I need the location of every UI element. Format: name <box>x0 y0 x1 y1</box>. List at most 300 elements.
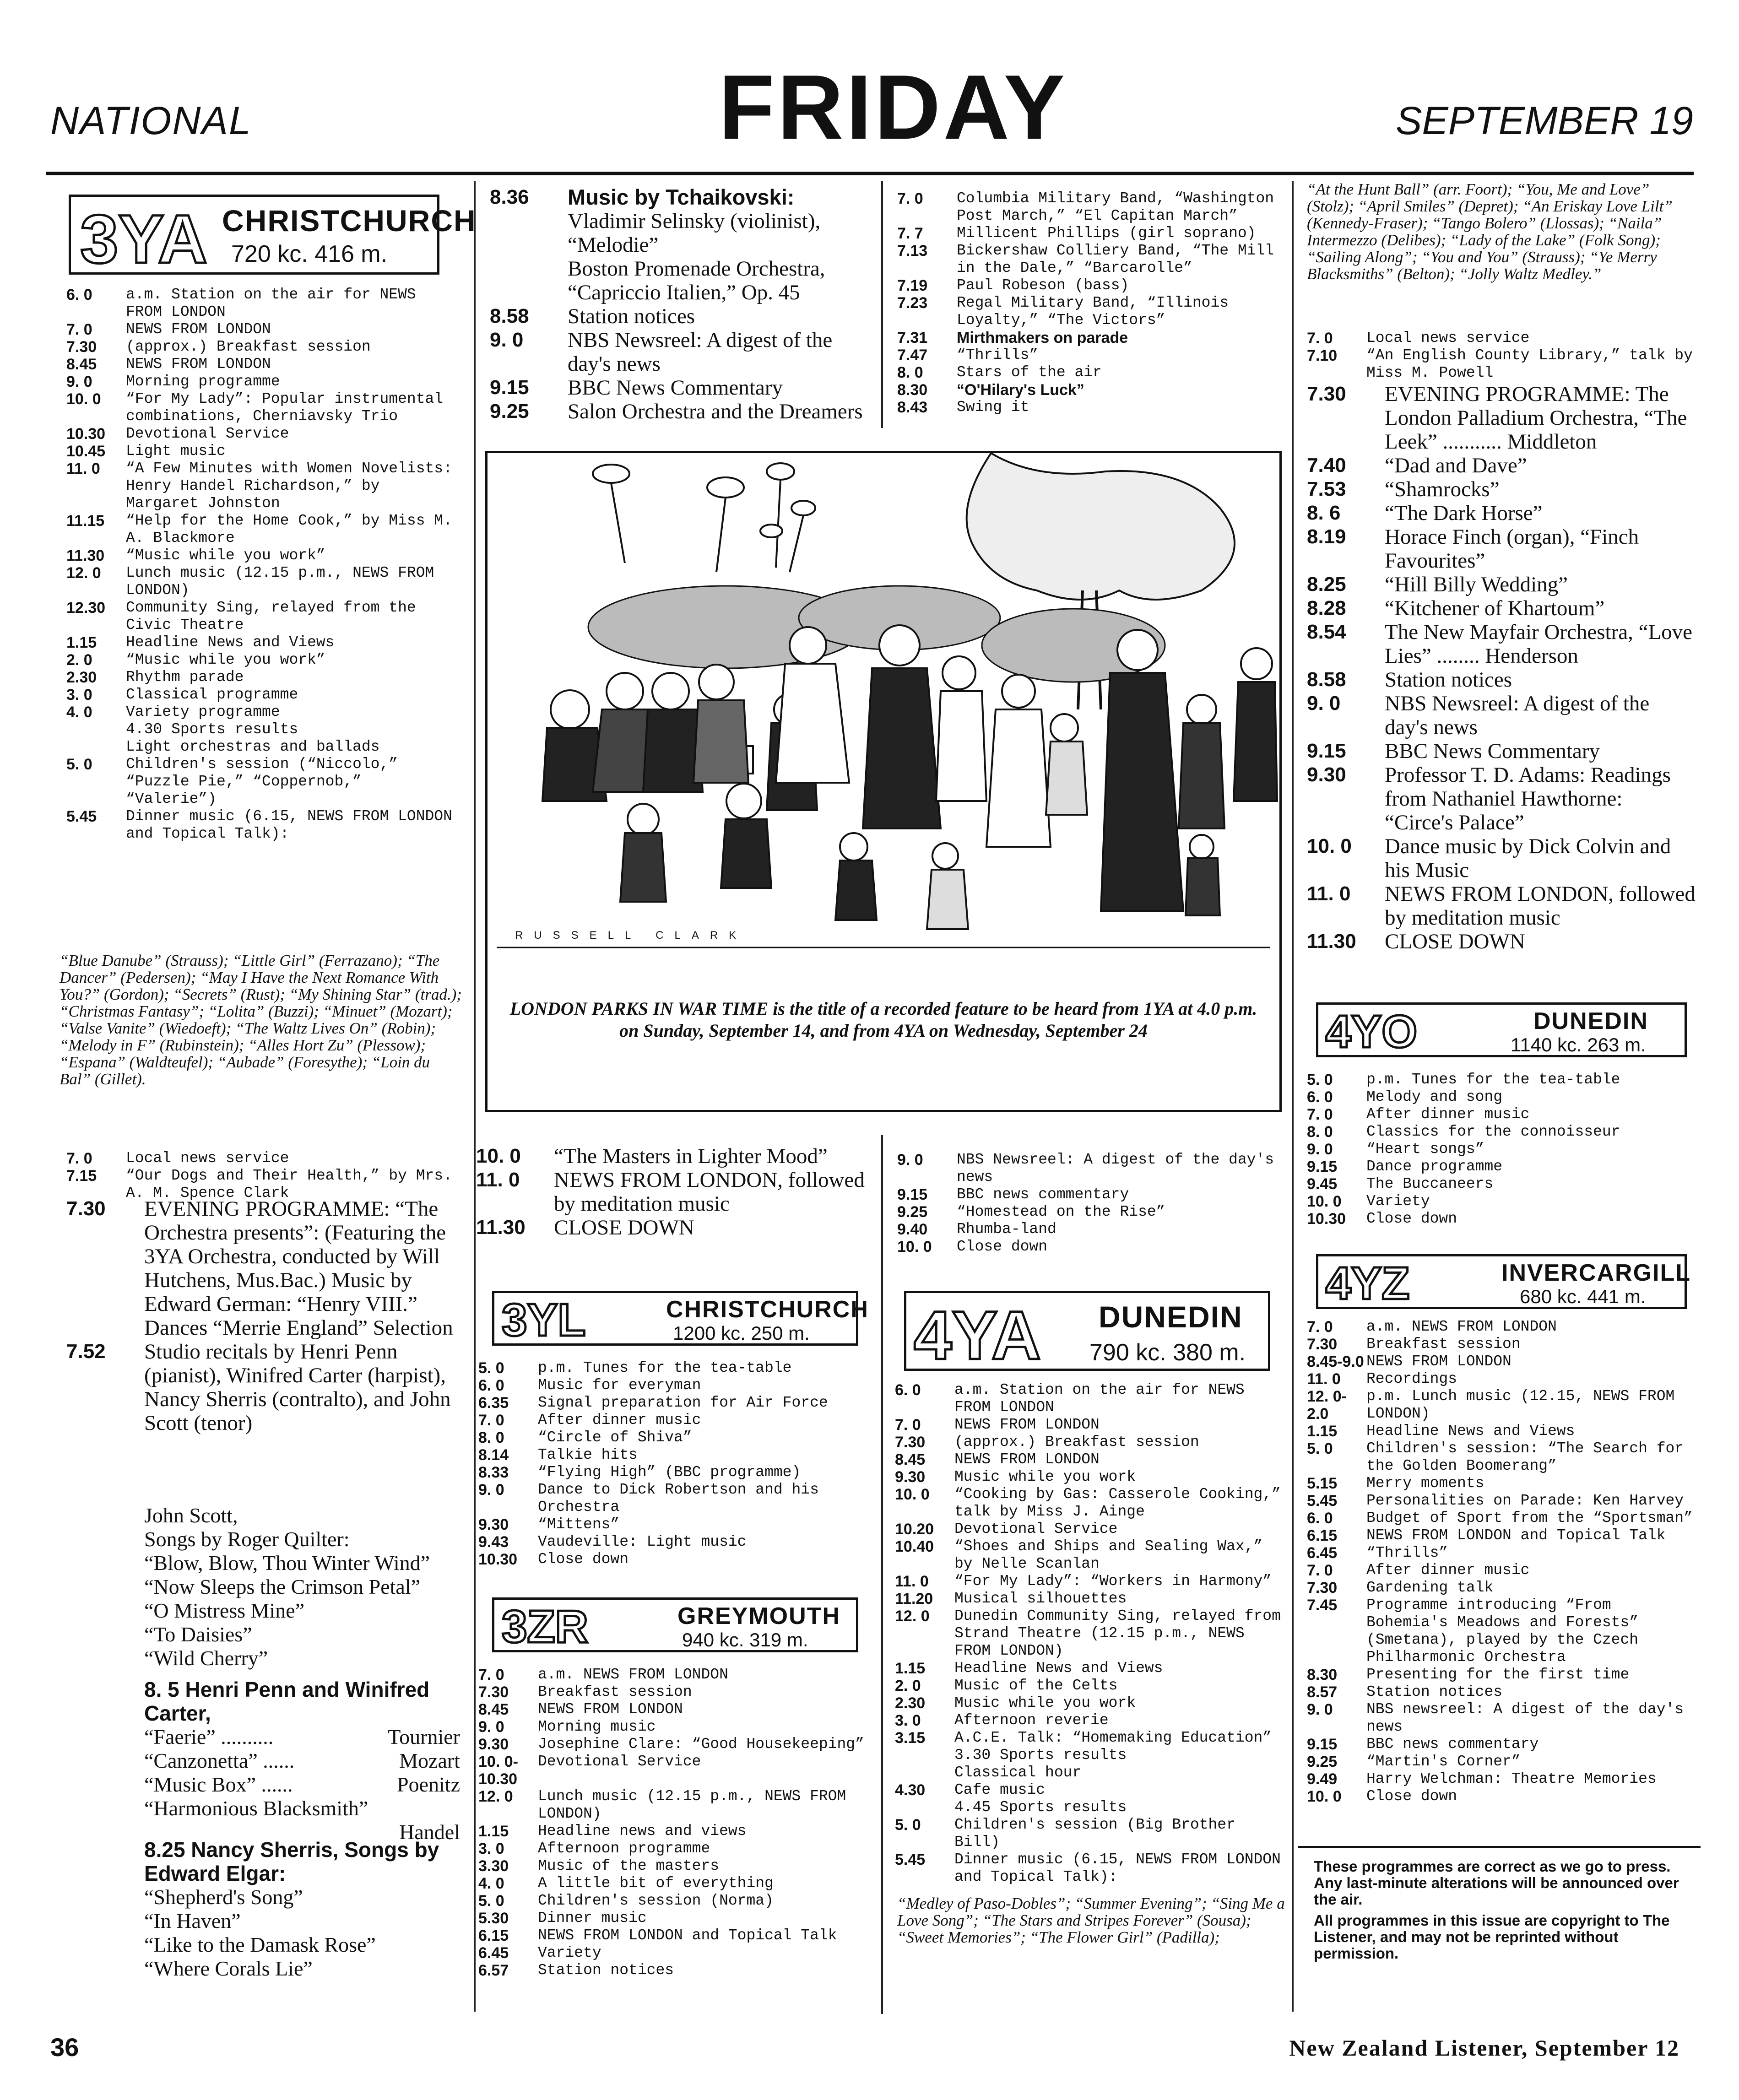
entry-description: Vaudeville: Light music <box>538 1533 747 1550</box>
entry-description: Local news service <box>1366 330 1530 346</box>
entry-time: 10.40 <box>895 1538 934 1555</box>
entry-description: Station notices <box>568 304 695 328</box>
entry-time: 7. 0 <box>1307 1562 1333 1579</box>
schedule-entry <box>1307 1683 1696 1701</box>
entry-description: “Mittens” <box>538 1516 620 1533</box>
schedule-entry <box>1307 573 1696 596</box>
schedule-entry <box>478 1875 874 1892</box>
station-frequency: 940 kc. 319 m. <box>682 1629 808 1651</box>
schedule-entry <box>478 1718 874 1736</box>
entry-time: 6.45 <box>1307 1544 1338 1562</box>
schedule-entry <box>66 321 460 338</box>
entry-time: 7. 0 <box>895 1416 921 1434</box>
schedule-entry <box>895 1712 1286 1729</box>
dinner-music-continued <box>1307 181 1696 282</box>
entry-description: Regal Military Band, “Illinois Loyalty,” “The Victors” <box>957 294 1229 329</box>
entry-description: Devotional Service <box>538 1753 701 1770</box>
schedule-entry <box>895 1486 1286 1521</box>
schedule-3ya-evening-lead <box>66 1150 460 1202</box>
entry-time: 7.30 <box>895 1434 926 1451</box>
schedule-entry <box>1307 739 1696 763</box>
entry-description: a.m. NEWS FROM LONDON <box>1366 1318 1557 1335</box>
schedule-entry <box>897 329 1286 346</box>
entry-time: 3. 0 <box>478 1840 504 1857</box>
entry-time: 1.15 <box>66 634 97 651</box>
entry-description: CLOSE DOWN <box>554 1216 694 1239</box>
entry-time: 7.53 <box>1307 478 1346 500</box>
schedule-entry <box>1307 596 1696 620</box>
schedule-entry <box>1307 1353 1696 1370</box>
schedule-entry <box>1307 692 1696 739</box>
recital-item <box>144 1725 460 1749</box>
schedule-3yl-late <box>897 1151 1286 1256</box>
entry-description: Close down <box>1366 1210 1457 1227</box>
entry-time: 7.40 <box>1307 454 1346 476</box>
schedule-entry <box>1307 1210 1696 1228</box>
dinner-music-text: “At the Hunt Ball” (arr. Foort); “You, Me and Love” (Stolz); “April Smiles” (Depret); “An Eriskay Love Lilt” (Kennedy-Fraser); “Tango Bolero” (Llossas); “Naila” Intermezzo (Delibes); “Lady of the Lake” (Folk Song); “Sailing Along”; “You and You” (Strauss); “Ye Merry Blacksmiths” (Belton); “Jolly Waltz Medley.” <box>1307 180 1673 283</box>
schedule-entry <box>66 512 460 547</box>
schedule-entry <box>66 1150 460 1167</box>
schedule-entry <box>66 425 460 443</box>
entry-description: Dinner music (6.15, NEWS FROM LONDON and Topical Talk): <box>954 1851 1281 1885</box>
station-frequency: 790 kc. 380 m. <box>1089 1339 1246 1366</box>
schedule-entry <box>895 1694 1286 1712</box>
schedule-entry <box>1307 1736 1696 1753</box>
entry-time: 6. 0 <box>895 1381 921 1399</box>
entry-description: BBC News Commentary <box>1385 739 1600 763</box>
schedule-entry <box>1307 668 1696 692</box>
entry-description: “Shamrocks” <box>1385 477 1500 501</box>
schedule-entry <box>478 1446 874 1464</box>
entry-time: 10.30 <box>1307 1210 1346 1228</box>
entry-time: 9.15 <box>490 376 529 399</box>
schedule-entry <box>1307 1336 1696 1353</box>
program-line: “Like to the Damask Rose” <box>144 1933 376 1956</box>
entry-description: “Flying High” (BBC programme) <box>538 1464 801 1481</box>
entry-time: 2.30 <box>895 1694 926 1712</box>
schedule-entry <box>66 704 460 721</box>
entry-description: Close down <box>957 1238 1048 1255</box>
entry-time: 10. 0 <box>66 390 101 408</box>
schedule-entry <box>66 599 460 634</box>
schedule-entry <box>895 1590 1286 1607</box>
schedule-entry <box>895 1781 1286 1799</box>
entry-description: Variety <box>538 1944 601 1961</box>
entry-description: a.m. NEWS FROM LONDON <box>538 1666 728 1683</box>
quilter-songs <box>144 1504 460 1670</box>
schedule-entry <box>895 1729 1286 1747</box>
entry-description: Headline News and Views <box>954 1660 1163 1677</box>
schedule-3ya <box>66 286 460 843</box>
entry-description: After dinner music <box>1366 1562 1530 1579</box>
entry-time: 5. 0 <box>1307 1440 1333 1457</box>
schedule-entry <box>490 257 874 304</box>
entry-time: 7.52 <box>66 1340 106 1363</box>
entry-description: Columbia Military Band, “Washington Post March,” “El Capitan March” <box>957 190 1274 224</box>
station-city: CHRISTCHURCH <box>222 204 477 238</box>
entry-description: Talkie hits <box>538 1446 638 1463</box>
entry-description: NEWS FROM LONDON <box>954 1451 1100 1468</box>
entry-time: 2.30 <box>66 669 97 686</box>
schedule-entry <box>478 1683 874 1701</box>
schedule-3yl <box>478 1359 874 1568</box>
entry-description: Afternoon reverie <box>954 1712 1109 1729</box>
entry-time: 11. 0 <box>476 1169 520 1191</box>
entry-description: Dinner music (6.15, NEWS FROM LONDON and Topical Talk): <box>126 808 452 842</box>
schedule-entry <box>1307 1088 1696 1106</box>
station-city: GREYMOUTH <box>677 1603 840 1629</box>
entry-time: 9.40 <box>897 1221 928 1238</box>
entry-description: “An English County Library,” talk by Miss M. Powell <box>1366 347 1693 381</box>
entry-description: p.m. Lunch music (12.15, NEWS FROM LONDON) <box>1366 1388 1675 1422</box>
schedule-entry <box>897 277 1286 294</box>
entry-description: Music of the Celts <box>954 1677 1118 1694</box>
entry-time: 11.15 <box>66 512 105 530</box>
schedule-entry <box>897 294 1286 329</box>
entry-description: Children's session: “The Search for the Golden Boomerang” <box>1366 1440 1684 1474</box>
schedule-entry <box>897 364 1286 381</box>
schedule-entry <box>1307 1175 1696 1193</box>
entry-description: “Heart songs” <box>1366 1141 1484 1158</box>
entry-description: Headline News and Views <box>1366 1423 1575 1440</box>
schedule-entry <box>478 1701 874 1718</box>
schedule-entry <box>1307 1141 1696 1158</box>
entry-time: 9. 0 <box>490 329 524 351</box>
entry-time: 5.45 <box>895 1851 926 1868</box>
entry-description: BBC news commentary <box>957 1186 1129 1203</box>
entry-description: Headline News and Views <box>126 634 335 651</box>
schedule-entry <box>895 1747 1286 1764</box>
entry-description: Paul Robeson (bass) <box>957 277 1129 294</box>
entry-description: Children's session (Norma) <box>538 1892 774 1909</box>
recital-heading: 8.25 Nancy Sherris, Songs by Edward Elgar: <box>144 1838 439 1885</box>
schedule-entry <box>895 1521 1286 1538</box>
entry-time: 1.15 <box>1307 1423 1338 1440</box>
recital-item <box>144 1773 460 1797</box>
entry-time: 5. 0 <box>66 756 92 773</box>
entry-description: NBS Newsreel: A digest of the day's news <box>1385 692 1650 739</box>
schedule-entry <box>1307 1370 1696 1388</box>
entry-time: 5.15 <box>1307 1475 1338 1492</box>
entry-time: 8.58 <box>490 305 529 327</box>
entry-time: 7.45 <box>1307 1597 1338 1614</box>
entry-time: 6.35 <box>478 1394 509 1412</box>
entry-description: “Our Dogs and Their Health,” by Mrs. A. M. Spence Clark <box>126 1167 452 1202</box>
station-frequency: 1200 kc. 250 m. <box>673 1322 810 1344</box>
entry-time: 8.19 <box>1307 525 1346 548</box>
schedule-entry <box>1307 1597 1696 1666</box>
entry-time: 1.15 <box>478 1823 509 1840</box>
notes-box <box>1314 1858 1689 1962</box>
entry-time: 7.23 <box>897 294 928 312</box>
program-line: John Scott, <box>144 1504 238 1527</box>
entry-time: 11. 0 <box>1307 882 1351 905</box>
entry-description: Devotional Service <box>126 425 289 442</box>
entry-description: Light music <box>126 443 226 460</box>
entry-description: “The Dark Horse” <box>1385 501 1543 525</box>
entry-time: 9.30 <box>478 1736 509 1753</box>
schedule-entry <box>895 1538 1286 1573</box>
entry-description: Variety <box>1366 1193 1430 1210</box>
schedule-entry <box>895 1764 1286 1781</box>
entry-time: 7.13 <box>897 242 928 260</box>
entry-time: 5. 0 <box>1307 1071 1333 1088</box>
entry-time: 8.30 <box>897 381 928 399</box>
schedule-entry <box>1307 454 1696 477</box>
entry-description: NEWS FROM LONDON <box>954 1416 1100 1433</box>
station-city: DUNEDIN <box>1533 1008 1648 1034</box>
schedule-entry <box>895 1381 1286 1416</box>
schedule-entry <box>897 242 1286 277</box>
schedule-entry <box>897 381 1286 399</box>
entry-description: CLOSE DOWN <box>1385 930 1525 953</box>
schedule-entry <box>66 338 460 356</box>
entry-time: 8.30 <box>1307 1666 1338 1683</box>
entry-description: Musical silhouettes <box>954 1590 1127 1607</box>
piece-title: “Music Box” ...... <box>144 1773 293 1796</box>
station-box-4ya <box>904 1291 1270 1374</box>
entry-description: Light orchestras and ballads <box>126 738 380 755</box>
schedule-entry <box>895 1816 1286 1851</box>
schedule-entry <box>66 634 460 651</box>
entry-time: 11. 0 <box>66 460 100 477</box>
schedule-entry <box>490 400 874 423</box>
schedule-entry <box>897 1203 1286 1221</box>
station-logo: 4YA <box>914 1297 1041 1374</box>
entry-time: 10.30 <box>478 1551 518 1568</box>
entry-time: 6.15 <box>478 1927 509 1944</box>
entry-time: 12. 0 <box>66 564 101 582</box>
schedule-entry <box>1307 347 1696 382</box>
schedule-entry <box>1307 1701 1696 1736</box>
station-logo: 3YA <box>80 200 208 277</box>
entry-description: “A Few Minutes with Women Novelists: Henry Handel Richardson,” by Margaret Johnston <box>126 460 452 512</box>
schedule-entry <box>66 738 460 756</box>
entry-time: 8.36 <box>490 186 529 208</box>
schedule-entry <box>1307 1770 1696 1788</box>
entry-time: 7. 0 <box>1307 1106 1333 1123</box>
schedule-entry <box>895 1851 1286 1886</box>
schedule-entry <box>895 1434 1286 1451</box>
dinner-music-text: “Medley of Paso-Dobles”; “Summer Evening”; “Sing Me a Love Song”; “The Stars and Stripes Forever” (Sousa); “Sweet Memories”; “The Flower Girl” (Padilla); <box>897 1894 1285 1946</box>
entry-time: 12.30 <box>66 599 106 617</box>
schedule-entry <box>490 304 874 328</box>
station-logo: 3ZR <box>502 1601 588 1652</box>
station-city: INVERCARGILL <box>1501 1260 1691 1286</box>
sherris-recital <box>144 1838 460 1981</box>
column-divider <box>881 181 883 428</box>
entry-description: 4.30 Sports results <box>126 721 298 738</box>
entry-time: 9. 0 <box>478 1718 504 1736</box>
schedule-entry <box>478 1394 874 1412</box>
header-date: SEPTEMBER 19 <box>1396 99 1693 143</box>
schedule-entry <box>66 547 460 564</box>
entry-description: Programme introducing “From Bohemia's Meadows and Forests” (Smetana), played by the Czech Philharmonic Orchestra <box>1366 1597 1639 1666</box>
schedule-entry <box>1307 501 1696 525</box>
publication-footer: New Zealand Listener, September 12 <box>1289 2035 1679 2061</box>
entry-description: Station notices <box>1366 1683 1503 1700</box>
entry-description: “Shoes and Ships and Sealing Wax,” by Nelle Scanlan <box>954 1538 1263 1572</box>
station-city: CHRISTCHURCH <box>666 1296 869 1323</box>
schedule-entry <box>1307 620 1696 668</box>
entry-description: Personalities on Parade: Ken Harvey <box>1366 1492 1684 1509</box>
schedule-entry <box>66 460 460 512</box>
entry-time: 10.45 <box>66 443 106 460</box>
entry-description: p.m. Tunes for the tea-table <box>1366 1071 1620 1088</box>
entry-description: Swing it <box>957 399 1029 416</box>
schedule-4ya <box>895 1381 1286 1886</box>
entry-time: 12. 0-2.0 <box>1307 1388 1347 1423</box>
program-line: “Where Corals Lie” <box>144 1957 313 1980</box>
entry-time: 3. 0 <box>66 686 92 704</box>
entry-description: Vladimir Selinsky (violinist), “Melodie” <box>568 209 821 257</box>
entry-time: 10.30 <box>66 425 106 443</box>
park-illustration <box>488 453 1279 952</box>
entry-description: Close down <box>538 1551 629 1568</box>
entry-description: A little bit of everything <box>538 1875 774 1892</box>
entry-description: “Help for the Home Cook,” by Miss M. A. Blackmore <box>126 512 452 547</box>
entry-time: 11.30 <box>1307 930 1356 953</box>
piece-title: “Faerie” .......... <box>144 1725 274 1748</box>
entry-description: Dance to Dick Robertson and his Orchestra <box>538 1481 819 1515</box>
entry-time: 8.45 <box>66 356 97 373</box>
entry-description: Gardening talk <box>1366 1579 1494 1596</box>
entry-time: 8.43 <box>897 399 928 416</box>
schedule-entry <box>1307 1753 1696 1770</box>
entry-description: Salon Orchestra and the Dreamers <box>568 400 863 423</box>
entry-time: 7.15 <box>66 1167 97 1185</box>
dinner-music-text: “Blue Danube” (Strauss); “Little Girl” (Ferrazano); “The Dancer” (Pedersen); “May I Have the Next Romance With You?” (Gordon); “Secrets” (Rust); “My Shining Star” (trad.); “Christmas Fantasy”; “Lolita” (Buzzi); “Minuet” (Mozart); “Valse Vanite” (Wiedoeft); “The Waltz Lives On” (Robin); “Melody in F” (Rubinstein); “Alles Hort Zu” (Plessow); “Espana” (Waldteufel); “Aubade” (Foresythe); “Loin du Bal” (Gillet). <box>60 952 462 1088</box>
entry-description: NEWS FROM LONDON, followed by meditation music <box>554 1168 865 1216</box>
entry-description: NEWS FROM LONDON <box>126 321 271 338</box>
schedule-entry <box>1307 1510 1696 1527</box>
schedule-entry <box>476 1168 874 1216</box>
entry-time: 9.30 <box>895 1468 926 1486</box>
entry-description: Lunch music (12.15 p.m., NEWS FROM LONDON) <box>126 564 434 599</box>
entry-description: Local news service <box>126 1150 289 1167</box>
entry-description: Presenting for the first time <box>1366 1666 1630 1683</box>
entry-time: 8.25 <box>1307 573 1346 595</box>
entry-description: Josephine Clare: “Good Housekeeping” <box>538 1736 864 1753</box>
entry-time: 3.30 <box>478 1857 509 1875</box>
schedule-4yo <box>1307 1071 1696 1228</box>
entry-time: 11.20 <box>895 1590 933 1607</box>
entry-time: 9. 0 <box>1307 1141 1333 1158</box>
schedule-entry <box>897 1186 1286 1203</box>
schedule-entry <box>1307 330 1696 347</box>
entry-description: BBC news commentary <box>1366 1736 1539 1753</box>
entry-description: (approx.) Breakfast session <box>126 338 371 355</box>
entry-description: “Martin's Corner” <box>1366 1753 1521 1770</box>
entry-time: 9.25 <box>490 400 529 422</box>
entry-description: Breakfast session <box>1366 1336 1521 1353</box>
schedule-entry <box>478 1736 874 1753</box>
column-divider <box>881 1135 883 2014</box>
entry-description: (approx.) Breakfast session <box>954 1434 1199 1451</box>
schedule-entry <box>476 1144 874 1168</box>
schedule-entry <box>490 376 874 400</box>
entry-time: 8.54 <box>1307 621 1346 643</box>
entry-time: 9.30 <box>1307 763 1346 786</box>
schedule-entry <box>897 225 1286 242</box>
entry-time: 7. 0 <box>897 190 923 207</box>
entry-description: 4.45 Sports results <box>954 1799 1127 1816</box>
schedule-entry <box>1307 1423 1696 1440</box>
entry-time: 8. 6 <box>1307 502 1341 524</box>
schedule-entry <box>1307 1106 1696 1123</box>
schedule-entry <box>478 1962 874 1979</box>
entry-time: 11. 0 <box>895 1573 929 1590</box>
schedule-entry <box>895 1660 1286 1677</box>
entry-description: NBS Newsreel: A digest of the day's news <box>568 328 833 376</box>
schedule-entry <box>66 564 460 599</box>
entry-time: 9.15 <box>1307 1158 1338 1175</box>
schedule-entry <box>478 1359 874 1377</box>
entry-time: 9.49 <box>1307 1770 1338 1788</box>
entry-description: a.m. Station on the air for NEWS FROM LONDON <box>954 1381 1245 1416</box>
schedule-entry <box>66 443 460 460</box>
entry-description: “For My Lady”: “Workers in Harmony” <box>954 1573 1272 1590</box>
schedule-entry <box>1307 882 1696 930</box>
entry-description: Morning programme <box>126 373 280 390</box>
entry-description: Harry Welchman: Theatre Memories <box>1366 1770 1657 1787</box>
entry-description: EVENING PROGRAMME: “The Orchestra presents”: (Featuring the 3YA Orchestra, conducted by Will Hutchens, Mus.Bac.) Music by Edward German: “Henry VIII.” Dances “Merrie England” Selection <box>144 1197 453 1340</box>
entry-description: Melody and song <box>1366 1088 1503 1105</box>
entry-time: 7. 0 <box>478 1666 504 1683</box>
entry-description: NBS Newsreel: A digest of the day's news <box>957 1151 1274 1185</box>
page-title-day: FRIDAY <box>719 56 1068 158</box>
entry-description: Stars of the air <box>957 364 1102 381</box>
entry-description: EVENING PROGRAMME: The London Palladium Orchestra, “The Leek” ........... Middleton <box>1385 382 1687 454</box>
schedule-entry <box>490 328 874 376</box>
program-line: “Wild Cherry” <box>144 1646 268 1670</box>
entry-time: 7.30 <box>66 338 97 356</box>
schedule-entry <box>1307 930 1696 953</box>
schedule-entry <box>897 399 1286 416</box>
recital-heading: 8. 5 Henri Penn and Winifred Carter, <box>144 1678 430 1725</box>
entry-description: “Hill Billy Wedding” <box>1385 573 1568 596</box>
schedule-entry <box>1307 1440 1696 1475</box>
entry-description: Station notices <box>1385 668 1512 692</box>
program-line: “In Haven” <box>144 1909 241 1932</box>
schedule-entry <box>66 721 460 738</box>
entry-description: Mirthmakers on parade <box>957 329 1128 346</box>
program-line: “Shepherd's Song” <box>144 1885 303 1909</box>
entry-description: NEWS FROM LONDON <box>538 1701 683 1718</box>
schedule-entry <box>478 1481 874 1516</box>
entry-time: 10. 0-10.30 <box>478 1753 518 1788</box>
entry-time: 6.57 <box>478 1962 509 1979</box>
entry-description: a.m. Station on the air for NEWS FROM LONDON <box>126 286 416 320</box>
entry-description: Studio recitals by Henri Penn (pianist), Winifred Carter (harpist), Nancy Sherris (contralto), and John Scott (tenor) <box>144 1340 451 1435</box>
schedule-entry <box>1307 1123 1696 1141</box>
entry-description: “Music while you work” <box>126 651 325 668</box>
entry-description: Rhumba-land <box>957 1221 1056 1238</box>
artist-signature: RUSSELL CLARK <box>515 929 748 942</box>
entry-time: 8.45 <box>895 1451 926 1468</box>
schedule-entry <box>490 209 874 257</box>
entry-description: Classics for the connoisseur <box>1366 1123 1620 1140</box>
schedule-entry <box>66 669 460 686</box>
entry-description: “O'Hilary's Luck” <box>957 381 1084 399</box>
station-box-4yz <box>1316 1254 1691 1309</box>
schedule-entry <box>478 1927 874 1944</box>
entry-description: Classical hour <box>954 1764 1082 1781</box>
entry-description: “Thrills” <box>1366 1544 1448 1561</box>
station-box-3yl <box>492 1291 869 1346</box>
entry-description: Horace Finch (organ), “Finch Favourites” <box>1385 525 1639 573</box>
entry-description: Millicent Phillips (girl soprano) <box>957 225 1256 242</box>
